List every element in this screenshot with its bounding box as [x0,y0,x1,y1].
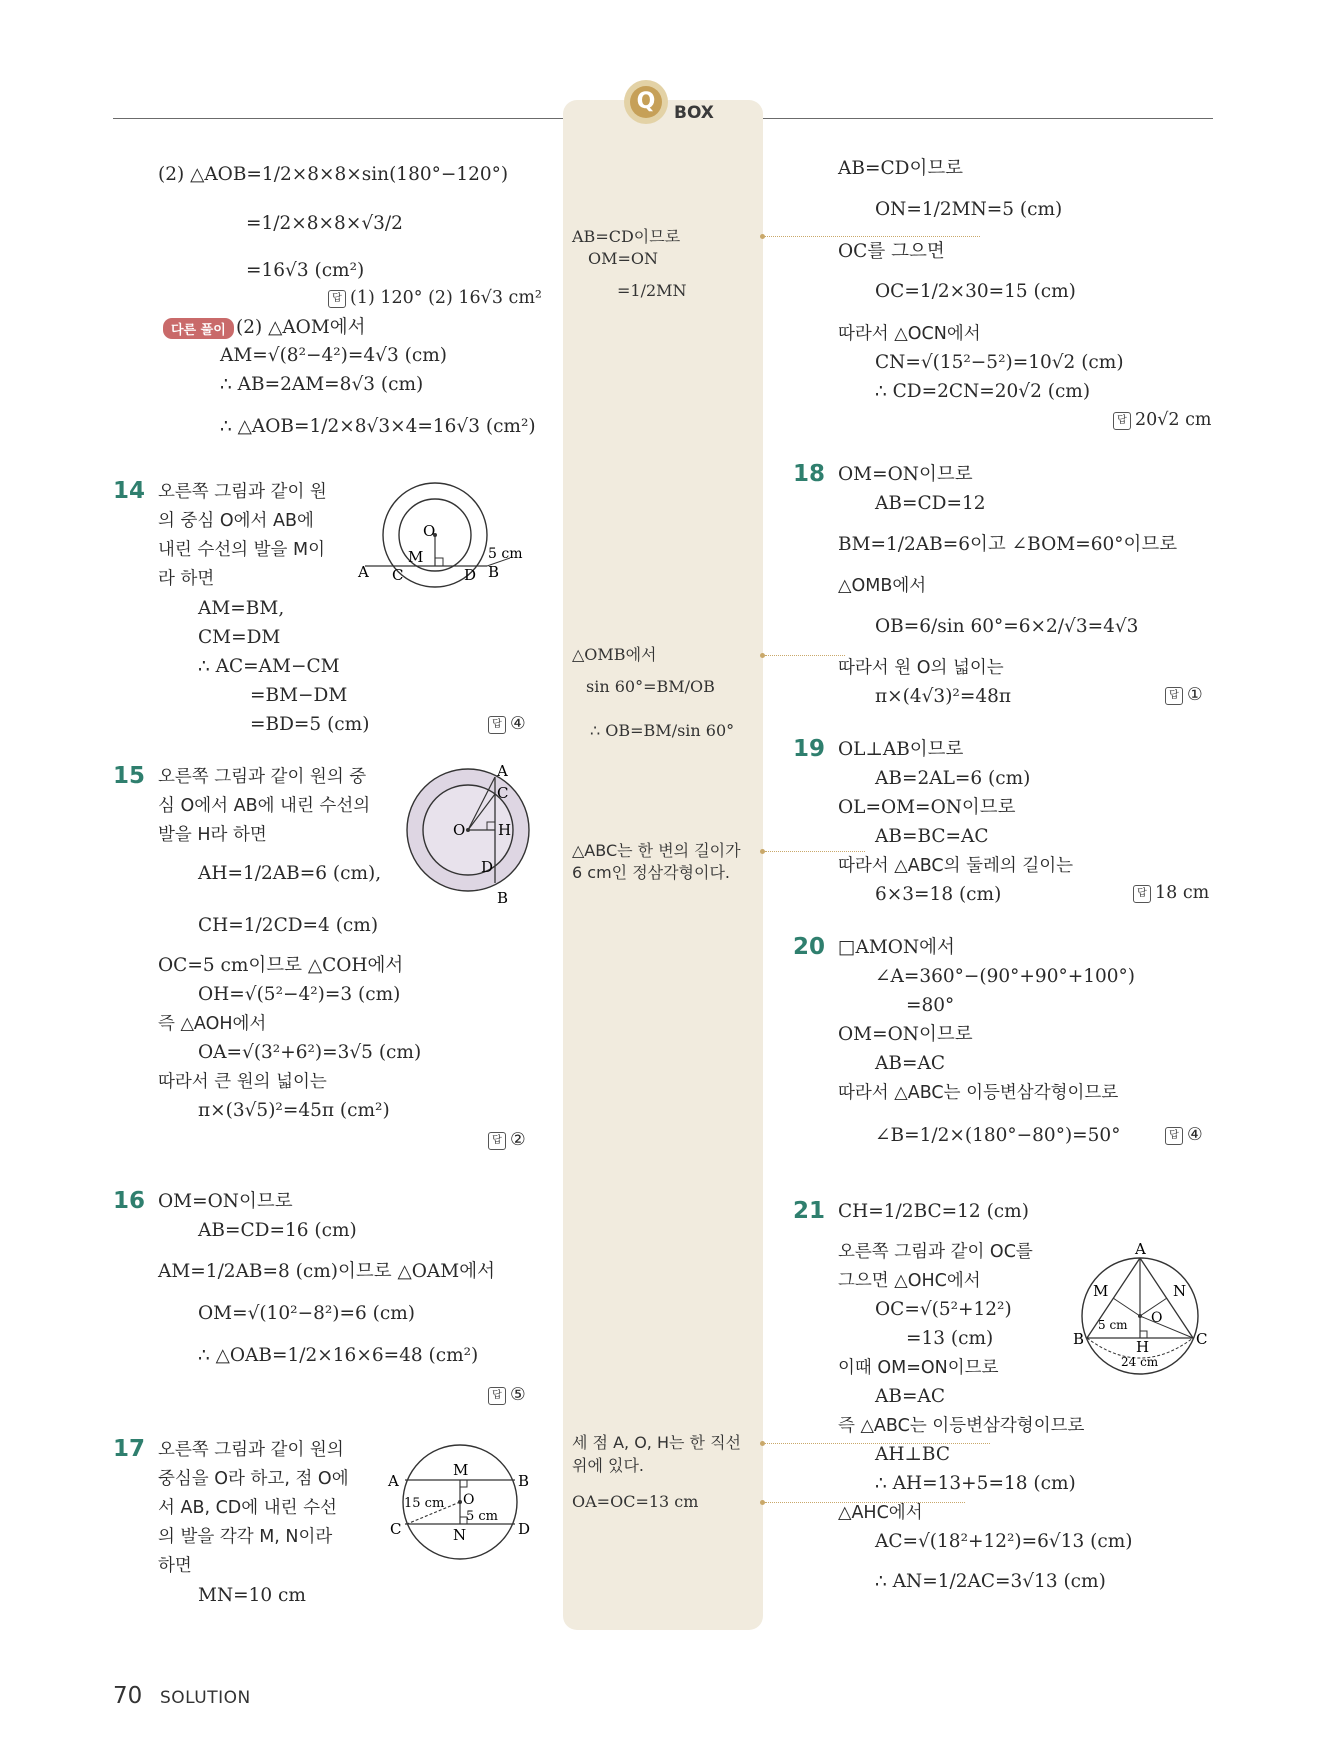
connector-line [765,655,845,656]
q14-math-2: CM=DM [198,627,281,648]
q17-sol-5: 따라서 △OCN에서 [838,324,981,344]
q21-sol-4: OC=√(5²+12²) [875,1299,1012,1320]
fig14-label-D: D [464,566,477,584]
q20-sol-5: AB=AC [875,1053,945,1074]
q20-sol-6: 따라서 △ABC는 이등변삼각형이므로 [838,1083,1119,1103]
q18-sol-7: π×(4√3)²=48π [875,686,1012,707]
q19-sol-5: 따라서 △ABC의 둘레의 길이는 [838,856,1074,876]
note-1-line3: =1/2MN [617,281,687,300]
question-number-16: 16 [113,1188,146,1214]
q21-sol-13: ∴ AN=1/2AC=3√13 (cm) [875,1571,1106,1592]
sol13-line2: =1/2×8×8×√3/2 [246,213,403,234]
q14-math-4: =BM−DM [250,685,348,706]
fig15-label-C: C [497,784,509,802]
fig21-label-O: O [1151,1310,1163,1326]
q19-sol-1: OL⊥AB이므로 [838,739,964,760]
q18-sol-2: AB=CD=12 [875,493,986,514]
question-number-15: 15 [113,763,146,789]
question-number-21: 21 [793,1198,826,1224]
q15-math-7: 따라서 큰 원의 넓이는 [158,1072,327,1092]
fig21-label-M: M [1093,1282,1109,1300]
answer-14: 답 ④ [488,714,526,734]
fig17-label-radius: 15 cm [404,1496,445,1511]
q15-text-2: 심 O에서 AB에 내린 수선의 [158,796,371,816]
fig21-label-distance: 5 cm [1098,1318,1128,1332]
note-2-line3: ∴ OB=BM/sin 60° [590,721,735,740]
q15-math-5: 즉 △AOH에서 [158,1014,267,1034]
fig17-label-C: C [390,1520,402,1538]
q16-math-2: AB=CD=16 (cm) [198,1220,357,1241]
q21-sol-1: CH=1/2BC=12 (cm) [838,1201,1029,1222]
note-5: OA=OC=13 cm [572,1492,699,1511]
answer-icon: 답 [1113,412,1131,430]
fig14-label-length: 5 cm [488,546,523,562]
q14-text-3: 내린 수선의 발을 M이 [158,540,326,560]
fig21-label-C: C [1196,1330,1208,1348]
q21-sol-2: 오른쪽 그림과 같이 OC를 [838,1242,1033,1262]
fig17-label-A: A [388,1472,399,1490]
q18-sol-1: OM=ON이므로 [838,464,973,485]
answer-icon: 답 [488,716,506,734]
fig14-label-C: C [392,566,404,584]
question-number-18: 18 [793,461,826,487]
fig15-label-D: D [481,858,494,876]
answer-icon: 답 [488,1132,506,1150]
answer-icon: 답 [1165,687,1183,705]
q15-text-1: 오른쪽 그림과 같이 원의 중 [158,767,367,787]
note-2-line2: sin 60°=BM/OB [586,677,715,696]
q17-text-1: 오른쪽 그림과 같이 원의 [158,1440,344,1460]
q17-sol-1: AB=CD이므로 [838,158,964,179]
note-4-line1: 세 점 A, O, H는 한 직선 [572,1433,741,1452]
q19-sol-3: OL=OM=ON이므로 [838,797,1016,818]
fig15-label-H: H [498,821,512,839]
answer-18: 답 ① [1165,685,1203,705]
question-number-19: 19 [793,736,826,762]
q18-sol-5: OB=6/sin 60°=6×2/√3=4√3 [875,616,1139,637]
fig14-label-A: A [358,563,369,581]
q15-text-3: 발을 H라 하면 [158,825,267,845]
fig14-label-B: B [488,563,500,581]
fig17-label-distance: 5 cm [466,1509,499,1524]
q18-sol-6: 따라서 원 O의 넓이는 [838,658,1004,678]
alt-line2: AM=√(8²−4²)=4√3 (cm) [220,345,447,366]
q17-text-3: 서 AB, CD에 내린 수선 [158,1498,337,1518]
q21-sol-5: =13 (cm) [906,1328,994,1349]
note-3-line1: △ABC는 한 변의 길이가 [572,841,741,860]
q17-sol-4: OC=1/2×30=15 (cm) [875,281,1076,302]
q16-math-3: AM=1/2AB=8 (cm)이므로 △OAM에서 [158,1261,495,1282]
q20-sol-4: OM=ON이므로 [838,1024,973,1045]
page-number: 70 [113,1683,143,1709]
fig17-label-O: O [463,1492,475,1508]
figure-21 [1065,1238,1215,1378]
q18-sol-4: △OMB에서 [838,576,927,596]
fig21-label-base: 24 cm [1121,1355,1159,1369]
q16-math-4: OM=√(10²−8²)=6 (cm) [198,1303,415,1324]
q17-sol-2: ON=1/2MN=5 (cm) [875,199,1063,220]
question-number-17: 17 [113,1436,146,1462]
q19-sol-2: AB=2AL=6 (cm) [875,768,1031,789]
fig17-label-B: B [518,1472,530,1490]
qbox-logo: Q [624,80,668,124]
q14-math-1: AM=BM, [198,598,285,619]
fig15-label-O: O [453,821,466,839]
question-number-14: 14 [113,478,146,504]
answer-17: 답 20√2 cm [1113,410,1212,430]
q20-sol-3: =80° [906,995,955,1016]
q20-sol-7: ∠B=1/2×(180°−80°)=50° [875,1125,1121,1146]
q15-math-4: OH=√(5²−4²)=3 (cm) [198,984,401,1005]
q14-text-4: 라 하면 [158,569,215,589]
answer-icon: 답 [1165,1127,1183,1145]
q17-text-4: 의 발을 각각 M, N이라 [158,1527,333,1547]
q17-sol-7: ∴ CD=2CN=20√2 (cm) [875,381,1091,402]
q17-text-2: 중심을 O라 하고, 점 O에 [158,1469,349,1489]
fig15-label-B: B [497,889,509,907]
figure-14 [360,480,540,590]
q14-text-2: 의 중심 O에서 AB에 [158,511,314,531]
alt-line1: (2) △AOM에서 [236,317,366,338]
fig21-label-H: H [1136,1338,1150,1356]
note-1-line1: AB=CD이므로 [572,227,681,246]
sol13-line1: (2) △AOB=1/2×8×8×sin(180°−120°) [158,164,509,185]
q21-sol-7: AB=AC [875,1386,945,1407]
answer-icon: 답 [1133,885,1151,903]
fig14-label-O: O [423,522,436,540]
q15-math-8: π×(3√5)²=45π (cm²) [198,1100,390,1121]
answer-13: 답 (1) 120° (2) 16√3 cm² [328,288,542,308]
q15-math-2: CH=1/2CD=4 (cm) [198,915,379,936]
alt-solution-badge: 다른 풀이 [163,318,234,339]
q14-text-1: 오른쪽 그림과 같이 원 [158,482,327,502]
connector-line [765,851,865,852]
q21-sol-3: 그으면 △OHC에서 [838,1271,981,1291]
question-number-20: 20 [793,934,826,960]
q20-sol-1: □AMON에서 [838,937,955,958]
answer-icon: 답 [488,1387,506,1405]
q15-math-3: OC=5 cm이므로 △COH에서 [158,955,404,976]
q16-math-1: OM=ON이므로 [158,1191,293,1212]
q17-sol-3: OC를 그으면 [838,241,945,262]
answer-15: 답 ② [488,1130,526,1150]
qbox-label: BOX [674,103,714,123]
note-3-line2: 6 cm인 정삼각형이다. [572,863,731,882]
answer-20: 답 ④ [1165,1125,1203,1145]
sol13-line3: =16√3 (cm²) [246,260,365,281]
fig21-label-N: N [1173,1282,1187,1300]
q17-math-1: MN=10 cm [198,1585,306,1606]
fig21-label-A: A [1135,1240,1146,1258]
answer-19: 답 18 cm [1133,883,1209,903]
q19-sol-6: 6×3=18 (cm) [875,884,1002,905]
fig21-label-B: B [1073,1330,1085,1348]
footer-label: SOLUTION [160,1688,251,1708]
q15-math-1: AH=1/2AB=6 (cm), [198,863,382,884]
q17-sol-6: CN=√(15²−5²)=10√2 (cm) [875,352,1124,373]
connector-line [765,236,980,237]
q21-sol-9: AH⊥BC [875,1444,950,1465]
note-2-line1: △OMB에서 [572,645,657,664]
q16-math-5: ∴ △OAB=1/2×16×6=48 (cm²) [198,1345,479,1366]
q19-sol-4: AB=BC=AC [875,826,989,847]
q14-math-5: =BD=5 (cm) [250,714,370,735]
q14-math-3: ∴ AC=AM−CM [198,656,340,677]
alt-line3: ∴ AB=2AM=8√3 (cm) [220,374,424,395]
note-4-line2: 위에 있다. [572,1456,644,1475]
q21-sol-8: 즉 △ABC는 이등변삼각형이므로 [838,1416,1085,1436]
q15-math-6: OA=√(3²+6²)=3√5 (cm) [198,1042,422,1063]
fig14-label-M: M [408,548,424,566]
q18-sol-3: BM=1/2AB=6이고 ∠BOM=60°이므로 [838,534,1178,555]
q17-text-5: 하면 [158,1556,192,1576]
figure-15 [405,760,545,910]
fig17-label-N: N [453,1526,467,1544]
figure-17 [385,1440,545,1570]
q20-sol-2: ∠A=360°−(90°+90°+100°) [875,966,1136,987]
fig17-label-D: D [518,1520,531,1538]
fig15-label-A: A [497,762,508,780]
q21-sol-10: ∴ AH=13+5=18 (cm) [875,1473,1076,1494]
note-1-line2: OM=ON [588,249,659,268]
alt-line4: ∴ △AOB=1/2×8√3×4=16√3 (cm²) [220,416,536,437]
fig17-label-M: M [453,1461,469,1479]
q21-sol-6: 이때 OM=ON이므로 [838,1358,999,1378]
q21-sol-12: AC=√(18²+12²)=6√13 (cm) [875,1531,1133,1552]
answer-icon: 답 [328,290,346,308]
answer-16: 답 ⑤ [488,1385,526,1405]
q21-sol-11: △AHC에서 [838,1503,923,1523]
